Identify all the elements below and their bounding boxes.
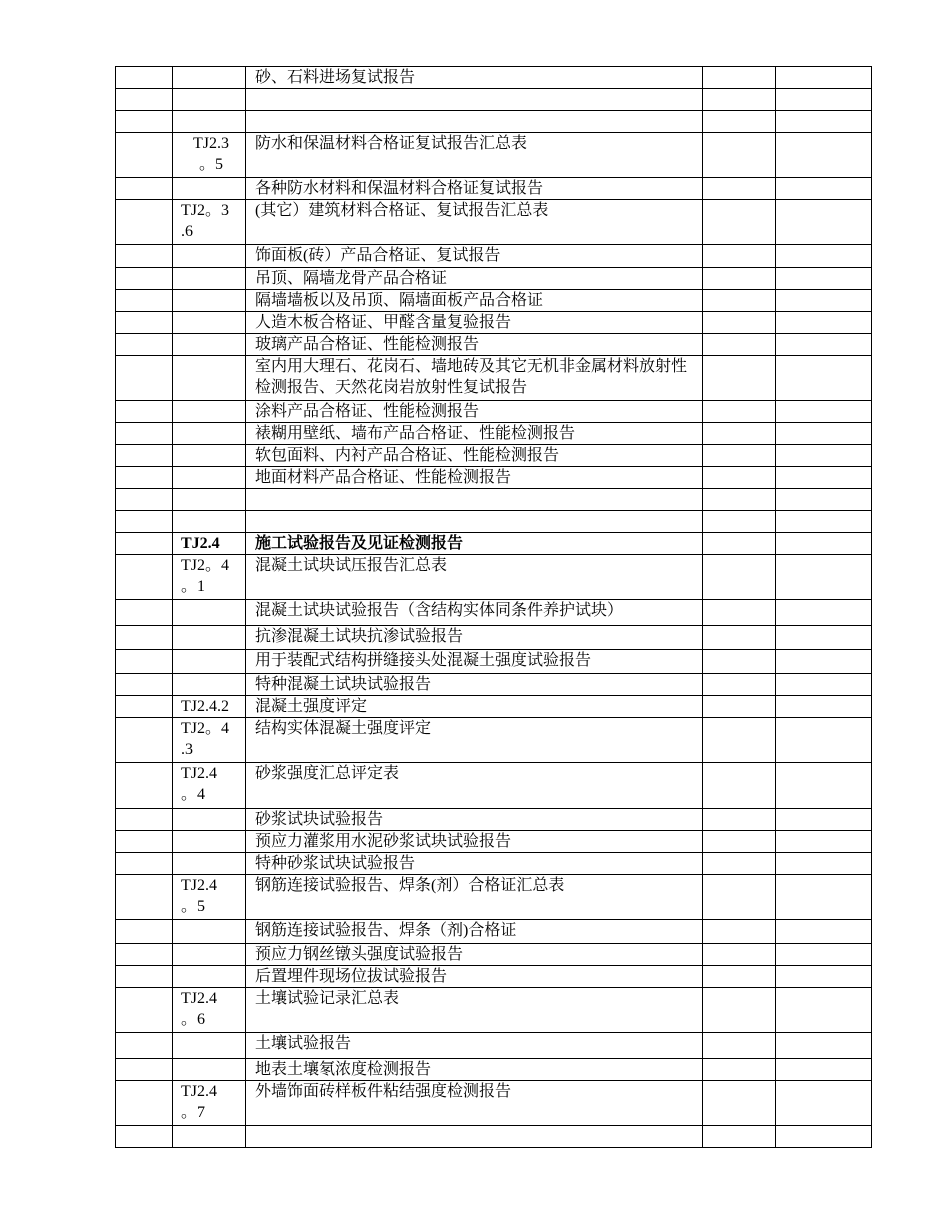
blank-cell bbox=[703, 401, 776, 423]
table-row bbox=[116, 356, 872, 401]
code-cell bbox=[173, 1126, 246, 1148]
remarks-cell bbox=[776, 650, 872, 674]
remarks-cell bbox=[776, 600, 872, 626]
description-cell: 特种混凝土试块试验报告 bbox=[246, 674, 703, 696]
index-cell bbox=[116, 650, 173, 674]
code-cell bbox=[173, 290, 246, 312]
blank-cell bbox=[703, 831, 776, 853]
description-cell: 施工试验报告及见证检测报告 bbox=[246, 533, 703, 555]
description-cell: 室内用大理石、花岗石、墙地砖及其它无机非金属材料放射性检测报告、天然花岗岩放射性复试报告 bbox=[246, 356, 703, 401]
code-cell bbox=[173, 111, 246, 133]
remarks-cell bbox=[776, 401, 872, 423]
remarks-cell bbox=[776, 674, 872, 696]
code-cell: TJ2。4 .3 bbox=[173, 718, 246, 763]
code-cell bbox=[173, 600, 246, 626]
code-cell bbox=[173, 809, 246, 831]
table-row bbox=[116, 89, 872, 111]
blank-cell bbox=[703, 920, 776, 944]
blank-cell bbox=[703, 312, 776, 334]
index-cell bbox=[116, 533, 173, 555]
remarks-cell bbox=[776, 1059, 872, 1081]
description-cell: 土壤试验报告 bbox=[246, 1033, 703, 1059]
blank-cell bbox=[703, 650, 776, 674]
index-cell bbox=[116, 966, 173, 988]
table-row bbox=[116, 511, 872, 533]
document-table bbox=[115, 66, 872, 1148]
description-cell: 砂浆试块试验报告 bbox=[246, 809, 703, 831]
table-row bbox=[116, 875, 872, 920]
remarks-cell bbox=[776, 1126, 872, 1148]
description-cell: 涂料产品合格证、性能检测报告 bbox=[246, 401, 703, 423]
remarks-cell bbox=[776, 853, 872, 875]
table-row bbox=[116, 1059, 872, 1081]
remarks-cell bbox=[776, 511, 872, 533]
table-row bbox=[116, 650, 872, 674]
blank-cell bbox=[703, 809, 776, 831]
index-cell bbox=[116, 511, 173, 533]
blank-cell bbox=[703, 1081, 776, 1126]
table-row bbox=[116, 200, 872, 245]
code-cell: TJ2。4 。1 bbox=[173, 555, 246, 600]
blank-cell bbox=[703, 334, 776, 356]
table-row bbox=[116, 696, 872, 718]
blank-cell bbox=[703, 200, 776, 245]
index-cell bbox=[116, 245, 173, 268]
description-cell: 吊顶、隔墙龙骨产品合格证 bbox=[246, 268, 703, 290]
remarks-cell bbox=[776, 489, 872, 511]
index-cell bbox=[116, 875, 173, 920]
description-cell: 结构实体混凝土强度评定 bbox=[246, 718, 703, 763]
code-cell: TJ2。3 .6 bbox=[173, 200, 246, 245]
remarks-cell bbox=[776, 831, 872, 853]
index-cell bbox=[116, 674, 173, 696]
blank-cell bbox=[703, 875, 776, 920]
table-row bbox=[116, 401, 872, 423]
description-cell: 用于装配式结构拼缝接头处混凝土强度试验报告 bbox=[246, 650, 703, 674]
remarks-cell bbox=[776, 445, 872, 467]
blank-cell bbox=[703, 600, 776, 626]
code-cell bbox=[173, 966, 246, 988]
description-cell: 抗渗混凝土试块抗渗试验报告 bbox=[246, 626, 703, 650]
table-row bbox=[116, 944, 872, 966]
blank-cell bbox=[703, 696, 776, 718]
description-cell: 砂、石料进场复试报告 bbox=[246, 67, 703, 89]
description-cell: 各种防水材料和保温材料合格证复试报告 bbox=[246, 178, 703, 200]
remarks-cell bbox=[776, 67, 872, 89]
table-row bbox=[116, 312, 872, 334]
blank-cell bbox=[703, 626, 776, 650]
table-row bbox=[116, 600, 872, 626]
code-cell: TJ2.4.2 bbox=[173, 696, 246, 718]
code-cell: TJ2.4 。7 bbox=[173, 1081, 246, 1126]
table-row bbox=[116, 988, 872, 1033]
table-row bbox=[116, 533, 872, 555]
blank-cell bbox=[703, 268, 776, 290]
index-cell bbox=[116, 423, 173, 445]
index-cell bbox=[116, 853, 173, 875]
blank-cell bbox=[703, 133, 776, 178]
table-row bbox=[116, 920, 872, 944]
index-cell bbox=[116, 1081, 173, 1126]
blank-cell bbox=[703, 533, 776, 555]
blank-cell bbox=[703, 178, 776, 200]
code-cell bbox=[173, 245, 246, 268]
blank-cell bbox=[703, 674, 776, 696]
remarks-cell bbox=[776, 423, 872, 445]
blank-cell bbox=[703, 966, 776, 988]
code-cell bbox=[173, 178, 246, 200]
description-cell: 地表土壤氡浓度检测报告 bbox=[246, 1059, 703, 1081]
table-row bbox=[116, 1126, 872, 1148]
description-cell bbox=[246, 1126, 703, 1148]
remarks-cell bbox=[776, 875, 872, 920]
code-cell bbox=[173, 423, 246, 445]
remarks-cell bbox=[776, 555, 872, 600]
blank-cell bbox=[703, 763, 776, 809]
index-cell bbox=[116, 1059, 173, 1081]
remarks-cell bbox=[776, 334, 872, 356]
remarks-cell bbox=[776, 200, 872, 245]
code-cell bbox=[173, 445, 246, 467]
table-row bbox=[116, 555, 872, 600]
index-cell bbox=[116, 763, 173, 809]
remarks-cell bbox=[776, 763, 872, 809]
index-cell bbox=[116, 809, 173, 831]
code-cell bbox=[173, 1033, 246, 1059]
index-cell bbox=[116, 1033, 173, 1059]
description-cell bbox=[246, 89, 703, 111]
description-cell: 隔墙墙板以及吊顶、隔墙面板产品合格证 bbox=[246, 290, 703, 312]
code-cell bbox=[173, 89, 246, 111]
table-row bbox=[116, 1081, 872, 1126]
code-cell bbox=[173, 334, 246, 356]
table-row bbox=[116, 111, 872, 133]
blank-cell bbox=[703, 988, 776, 1033]
description-cell: 混凝土试块试压报告汇总表 bbox=[246, 555, 703, 600]
table-row bbox=[116, 268, 872, 290]
index-cell bbox=[116, 334, 173, 356]
code-cell: TJ2.4 。5 bbox=[173, 875, 246, 920]
blank-cell bbox=[703, 356, 776, 401]
index-cell bbox=[116, 133, 173, 178]
blank-cell bbox=[703, 445, 776, 467]
index-cell bbox=[116, 920, 173, 944]
index-cell bbox=[116, 111, 173, 133]
code-cell bbox=[173, 489, 246, 511]
index-cell bbox=[116, 268, 173, 290]
code-cell: TJ2.4 。6 bbox=[173, 988, 246, 1033]
table-row bbox=[116, 853, 872, 875]
table-row bbox=[116, 718, 872, 763]
blank-cell bbox=[703, 944, 776, 966]
description-cell: 钢筋连接试验报告、焊条（剂)合格证 bbox=[246, 920, 703, 944]
remarks-cell bbox=[776, 696, 872, 718]
description-cell: 软包面料、内衬产品合格证、性能检测报告 bbox=[246, 445, 703, 467]
table-row bbox=[116, 674, 872, 696]
description-cell: 混凝土试块试验报告（含结构实体同条件养护试块） bbox=[246, 600, 703, 626]
code-cell bbox=[173, 944, 246, 966]
index-cell bbox=[116, 988, 173, 1033]
remarks-cell bbox=[776, 312, 872, 334]
table-row bbox=[116, 334, 872, 356]
blank-cell bbox=[703, 467, 776, 489]
description-cell: 砂浆强度汇总评定表 bbox=[246, 763, 703, 809]
table-row bbox=[116, 445, 872, 467]
table-row bbox=[116, 966, 872, 988]
code-cell bbox=[173, 511, 246, 533]
description-cell: (其它）建筑材料合格证、复试报告汇总表 bbox=[246, 200, 703, 245]
description-cell: 饰面板(砖）产品合格证、复试报告 bbox=[246, 245, 703, 268]
remarks-cell bbox=[776, 268, 872, 290]
code-cell bbox=[173, 356, 246, 401]
table-row bbox=[116, 290, 872, 312]
index-cell bbox=[116, 67, 173, 89]
remarks-cell bbox=[776, 533, 872, 555]
code-cell bbox=[173, 467, 246, 489]
blank-cell bbox=[703, 511, 776, 533]
remarks-cell bbox=[776, 290, 872, 312]
index-cell bbox=[116, 1126, 173, 1148]
description-cell bbox=[246, 489, 703, 511]
description-cell bbox=[246, 511, 703, 533]
remarks-cell bbox=[776, 89, 872, 111]
code-cell bbox=[173, 853, 246, 875]
index-cell bbox=[116, 178, 173, 200]
table-row bbox=[116, 809, 872, 831]
index-cell bbox=[116, 626, 173, 650]
index-cell bbox=[116, 89, 173, 111]
index-cell bbox=[116, 944, 173, 966]
code-cell bbox=[173, 268, 246, 290]
code-cell bbox=[173, 920, 246, 944]
index-cell bbox=[116, 401, 173, 423]
remarks-cell bbox=[776, 133, 872, 178]
table-row bbox=[116, 831, 872, 853]
description-cell: 钢筋连接试验报告、焊条(剂）合格证汇总表 bbox=[246, 875, 703, 920]
blank-cell bbox=[703, 67, 776, 89]
code-cell: TJ2.4 bbox=[173, 533, 246, 555]
remarks-cell bbox=[776, 944, 872, 966]
description-cell: 防水和保温材料合格证复试报告汇总表 bbox=[246, 133, 703, 178]
blank-cell bbox=[703, 1033, 776, 1059]
description-cell: 裱糊用壁纸、墙布产品合格证、性能检测报告 bbox=[246, 423, 703, 445]
blank-cell bbox=[703, 89, 776, 111]
index-cell bbox=[116, 467, 173, 489]
remarks-cell bbox=[776, 356, 872, 401]
index-cell bbox=[116, 718, 173, 763]
code-cell bbox=[173, 67, 246, 89]
code-cell bbox=[173, 1059, 246, 1081]
index-cell bbox=[116, 312, 173, 334]
description-cell: 地面材料产品合格证、性能检测报告 bbox=[246, 467, 703, 489]
description-cell: 后置埋件现场位拔试验报告 bbox=[246, 966, 703, 988]
table-row bbox=[116, 67, 872, 89]
blank-cell bbox=[703, 111, 776, 133]
description-cell: 特种砂浆试块试验报告 bbox=[246, 853, 703, 875]
code-cell bbox=[173, 401, 246, 423]
description-cell bbox=[246, 111, 703, 133]
remarks-cell bbox=[776, 920, 872, 944]
description-cell: 玻璃产品合格证、性能检测报告 bbox=[246, 334, 703, 356]
description-cell: 人造木板合格证、甲醛含量复验报告 bbox=[246, 312, 703, 334]
remarks-cell bbox=[776, 178, 872, 200]
index-cell bbox=[116, 200, 173, 245]
code-cell: TJ2.3 。5 bbox=[173, 133, 246, 178]
index-cell bbox=[116, 489, 173, 511]
blank-cell bbox=[703, 290, 776, 312]
remarks-cell bbox=[776, 966, 872, 988]
table-row bbox=[116, 133, 872, 178]
remarks-cell bbox=[776, 1081, 872, 1126]
remarks-cell bbox=[776, 111, 872, 133]
index-cell bbox=[116, 290, 173, 312]
table-row bbox=[116, 467, 872, 489]
blank-cell bbox=[703, 489, 776, 511]
remarks-cell bbox=[776, 988, 872, 1033]
blank-cell bbox=[703, 423, 776, 445]
index-cell bbox=[116, 356, 173, 401]
index-cell bbox=[116, 696, 173, 718]
blank-cell bbox=[703, 1126, 776, 1148]
table-row bbox=[116, 626, 872, 650]
index-cell bbox=[116, 445, 173, 467]
remarks-cell bbox=[776, 718, 872, 763]
remarks-cell bbox=[776, 626, 872, 650]
remarks-cell bbox=[776, 809, 872, 831]
table-row bbox=[116, 178, 872, 200]
description-cell: 土壤试验记录汇总表 bbox=[246, 988, 703, 1033]
remarks-cell bbox=[776, 245, 872, 268]
code-cell bbox=[173, 674, 246, 696]
description-cell: 预应力钢丝镦头强度试验报告 bbox=[246, 944, 703, 966]
blank-cell bbox=[703, 853, 776, 875]
code-cell bbox=[173, 650, 246, 674]
index-cell bbox=[116, 555, 173, 600]
blank-cell bbox=[703, 1059, 776, 1081]
index-cell bbox=[116, 600, 173, 626]
code-cell bbox=[173, 626, 246, 650]
table-body bbox=[116, 67, 872, 1148]
blank-cell bbox=[703, 718, 776, 763]
description-cell: 混凝土强度评定 bbox=[246, 696, 703, 718]
table-row bbox=[116, 245, 872, 268]
index-cell bbox=[116, 831, 173, 853]
code-cell: TJ2.4 。4 bbox=[173, 763, 246, 809]
blank-cell bbox=[703, 245, 776, 268]
description-cell: 外墙饰面砖样板件粘结强度检测报告 bbox=[246, 1081, 703, 1126]
code-cell bbox=[173, 831, 246, 853]
remarks-cell bbox=[776, 1033, 872, 1059]
table-row bbox=[116, 1033, 872, 1059]
table-row bbox=[116, 423, 872, 445]
remarks-cell bbox=[776, 467, 872, 489]
table-row bbox=[116, 763, 872, 809]
blank-cell bbox=[703, 555, 776, 600]
table-row bbox=[116, 489, 872, 511]
description-cell: 预应力灌浆用水泥砂浆试块试验报告 bbox=[246, 831, 703, 853]
code-cell bbox=[173, 312, 246, 334]
